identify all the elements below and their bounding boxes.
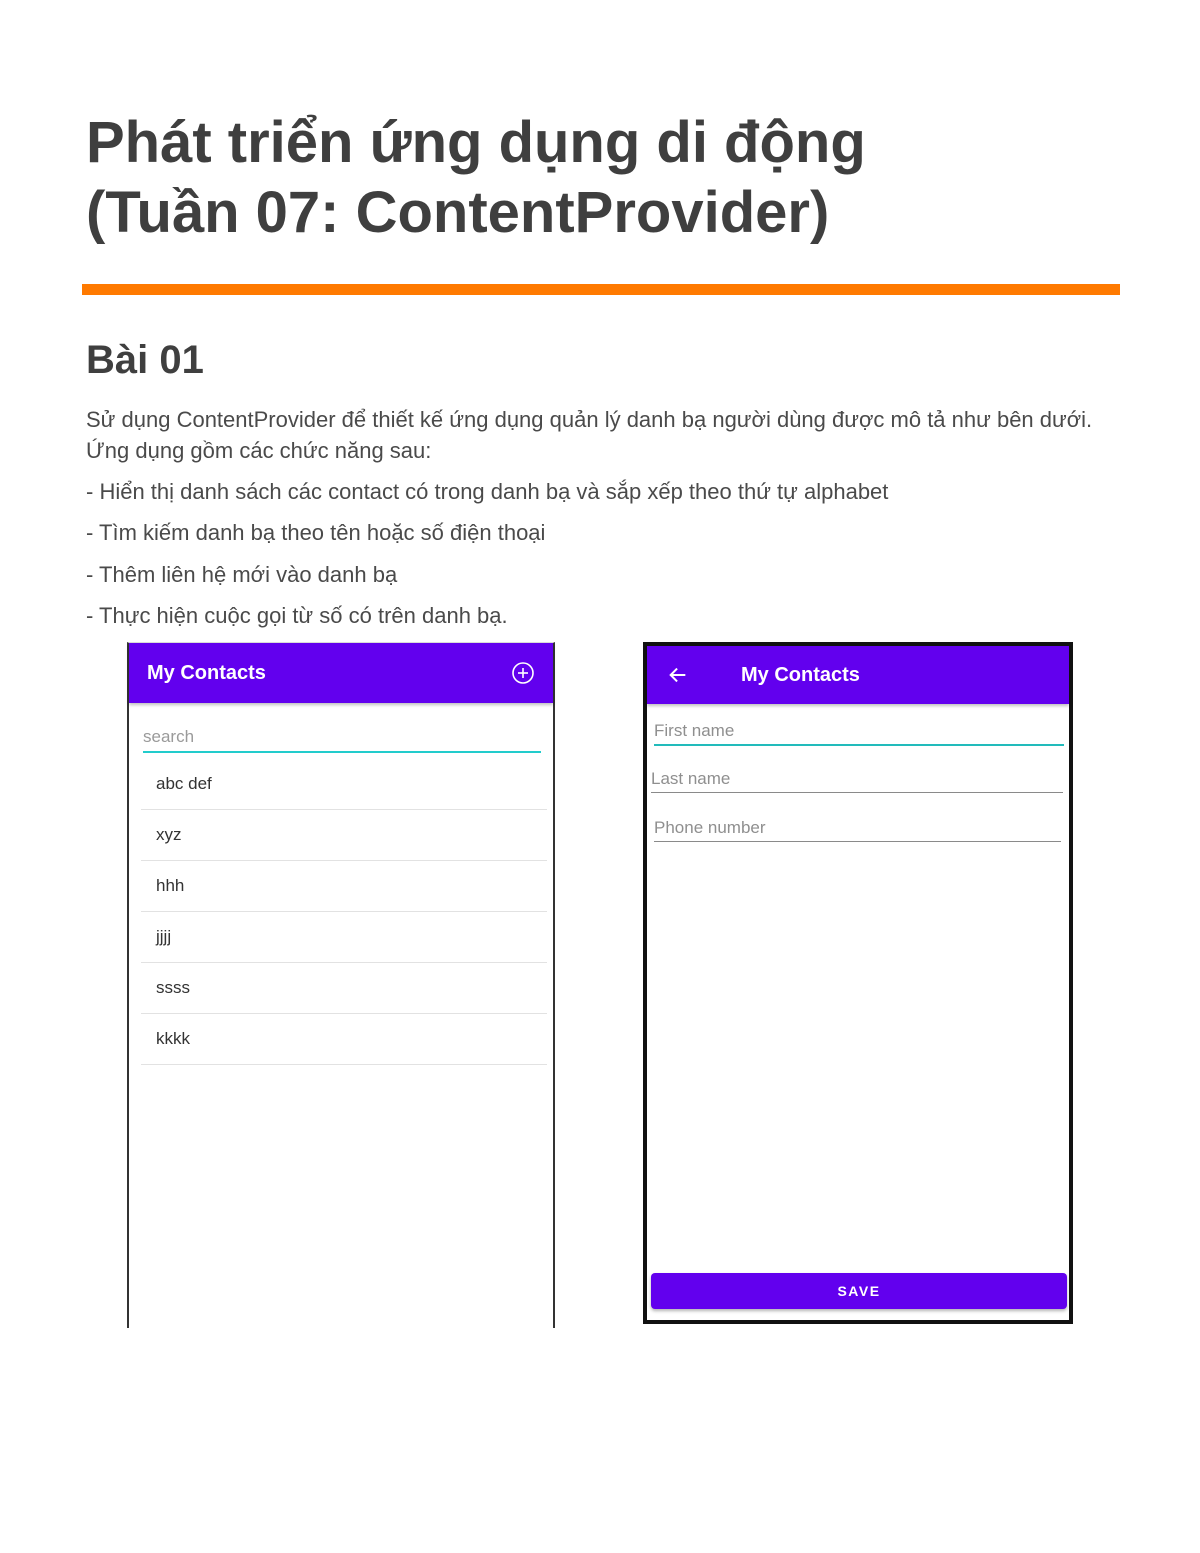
bullet-item: - Hiển thị danh sách các contact có trong danh bạ và sắp xếp theo thứ tự alphabet <box>86 479 889 504</box>
app-bar <box>129 643 553 703</box>
title-divider <box>82 284 1120 295</box>
arrow-back-icon[interactable] <box>667 664 689 686</box>
contact-item[interactable]: xyz <box>141 810 547 861</box>
bullet-item: - Thực hiện cuộc gọi từ số có trên danh bạ. <box>86 603 508 628</box>
title-line-2: (Tuần 07: ContentProvider) <box>86 180 830 245</box>
document-title <box>86 108 1126 248</box>
intro-paragraph: Sử dụng ContentProvider để thiết kế ứng dụng quản lý danh bạ người dùng được mô tả như bên dưới. Ứng dụng gồm các chức năng sau: <box>86 407 1093 463</box>
bullet-item: - Tìm kiếm danh bạ theo tên hoặc số điện thoại <box>86 520 546 545</box>
add-contact-screen <box>643 642 1073 1324</box>
title-line-1: Phát triển ứng dụng di động <box>86 110 866 175</box>
search-input[interactable] <box>143 723 541 753</box>
contact-item[interactable]: hhh <box>141 861 547 912</box>
contact-item[interactable]: ssss <box>141 963 547 1014</box>
section-heading: Bài 01 <box>86 338 204 382</box>
first-name-field[interactable] <box>654 718 1064 746</box>
last-name-field[interactable] <box>651 766 1063 793</box>
phone-number-field[interactable] <box>654 815 1061 842</box>
save-button[interactable]: SAVE <box>651 1273 1067 1309</box>
app-title: My Contacts <box>147 661 266 684</box>
contacts-list-screen <box>127 642 555 1328</box>
bullet-item: - Thêm liên hệ mới vào danh bạ <box>86 562 398 587</box>
app-bar <box>647 646 1069 704</box>
contact-list <box>141 759 547 1065</box>
contact-item[interactable]: kkkk <box>141 1014 547 1065</box>
contact-item[interactable]: abc def <box>141 759 547 810</box>
add-circle-icon[interactable] <box>511 661 535 685</box>
app-title: My Contacts <box>741 663 860 686</box>
contact-item[interactable]: jjjj <box>141 912 547 963</box>
